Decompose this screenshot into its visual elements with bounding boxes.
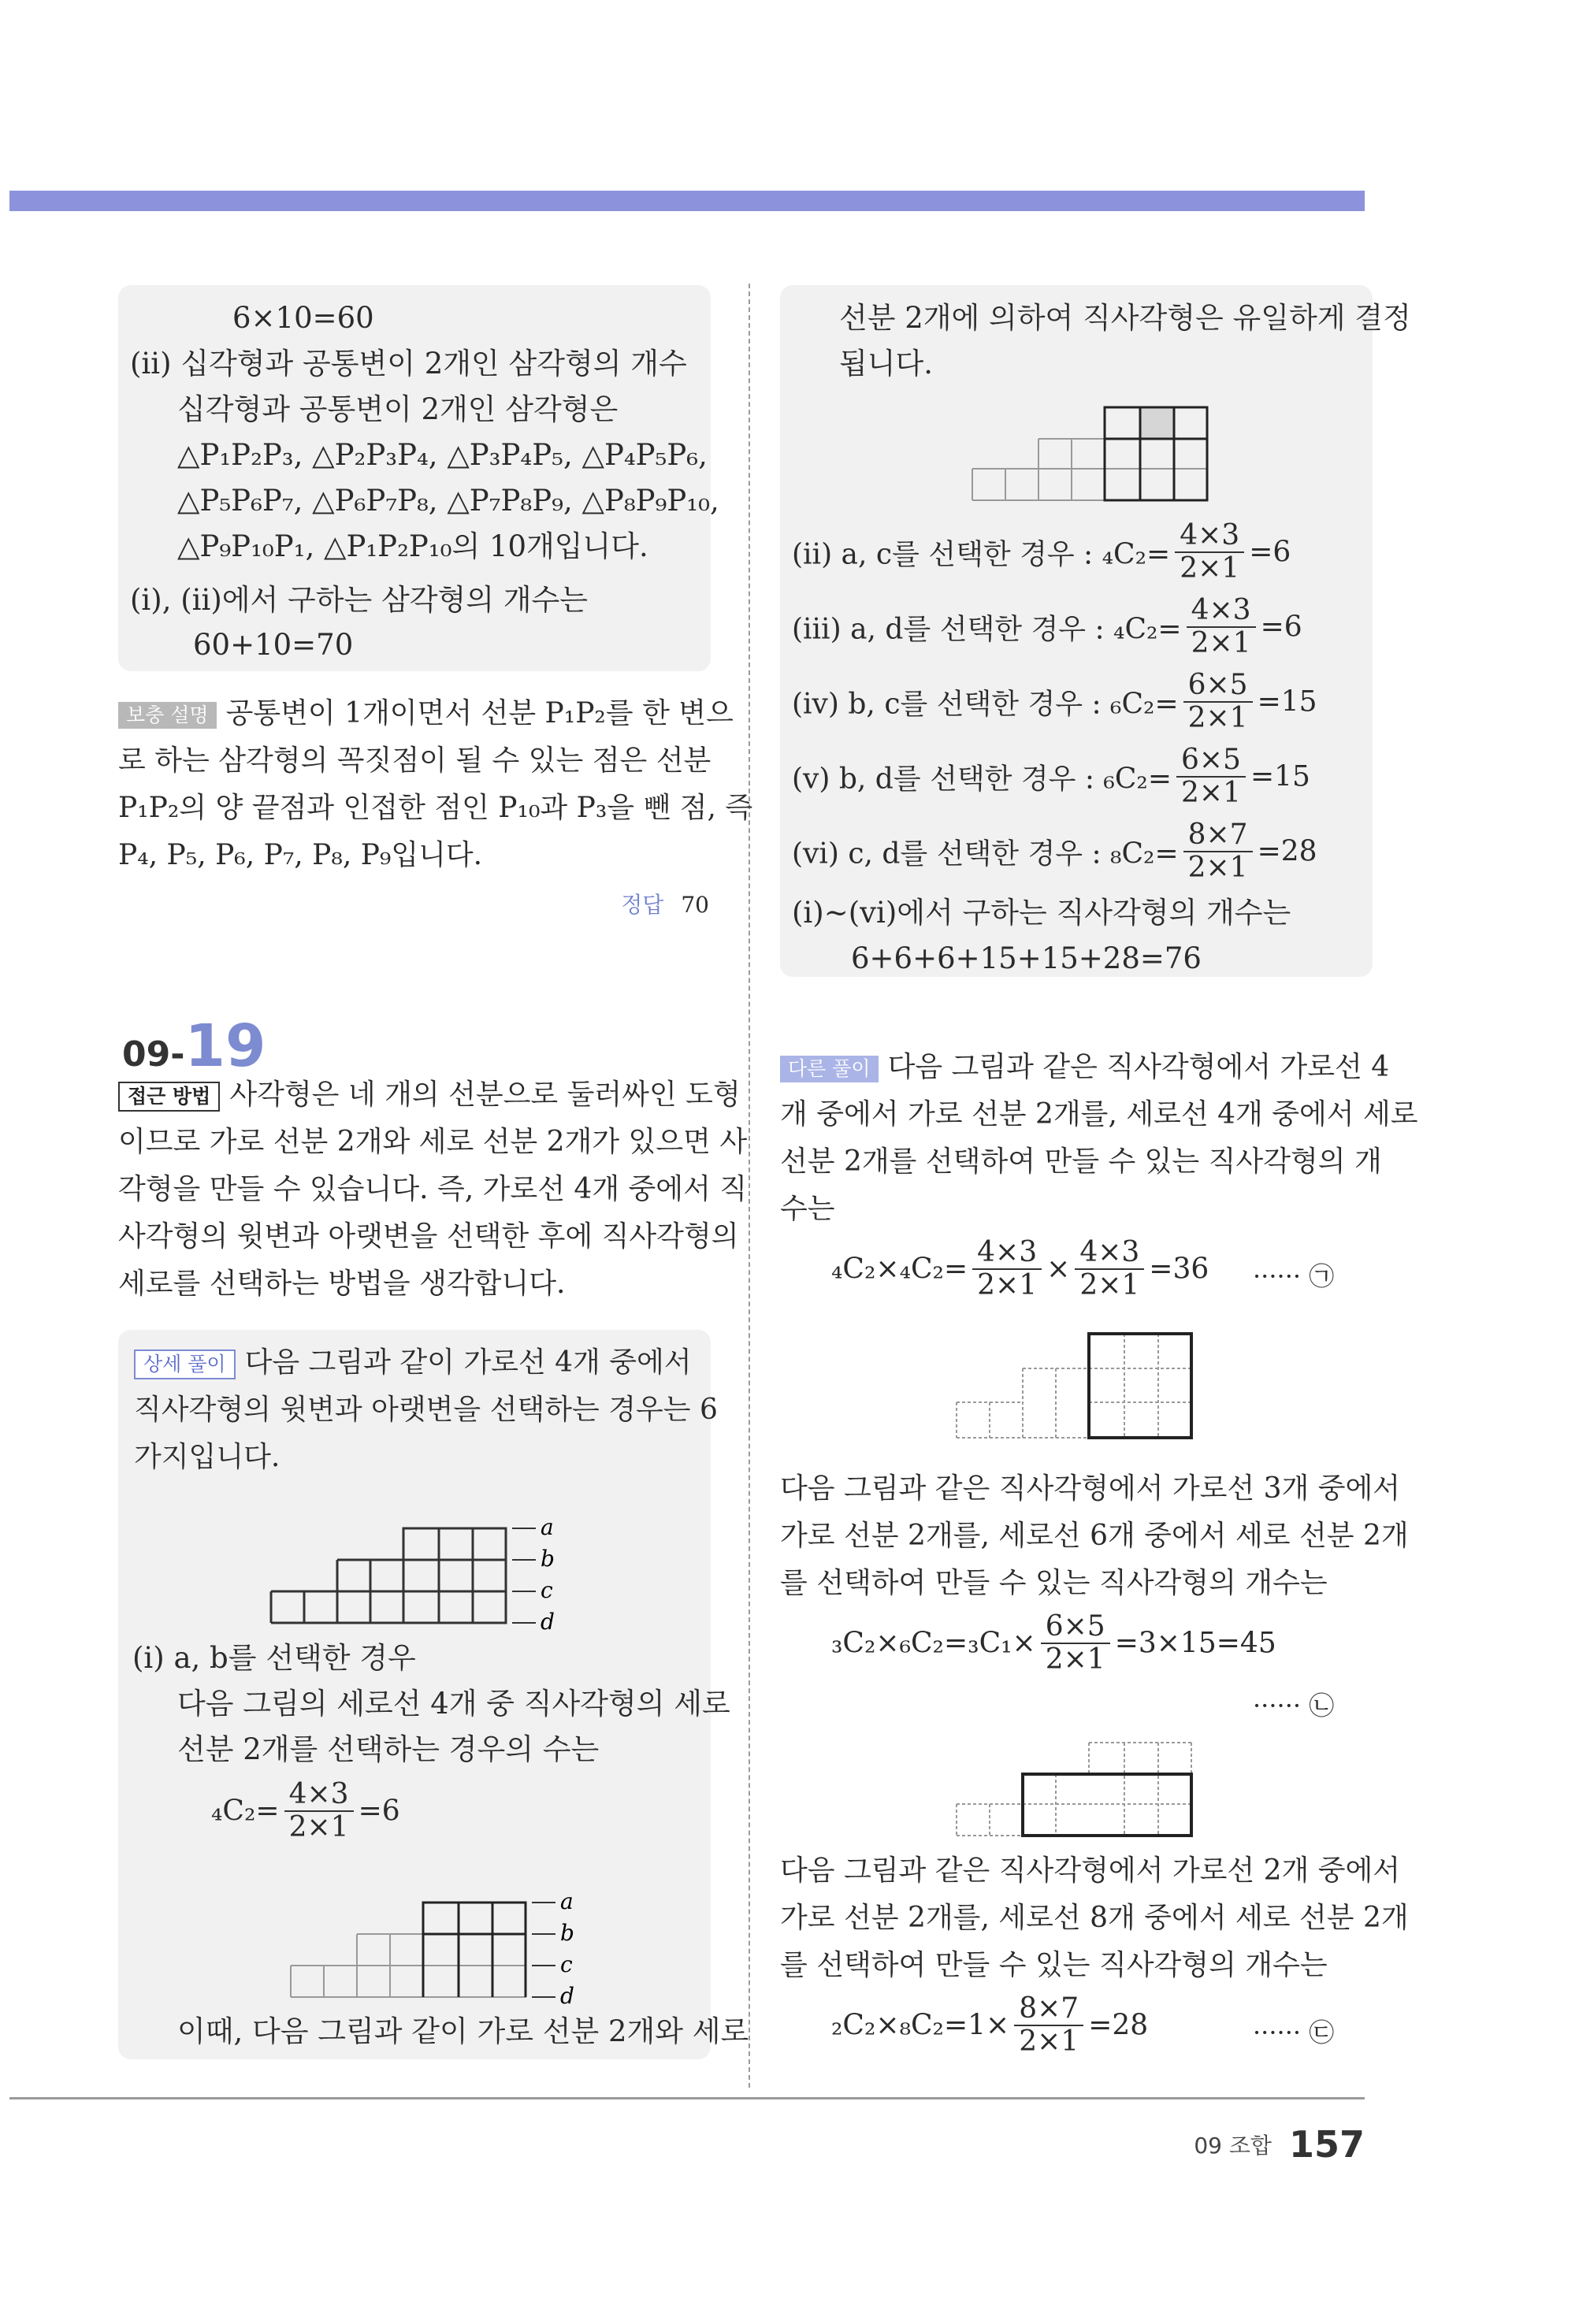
supplement-badge: 보충 설명 [118, 702, 217, 729]
detail-last-line: 이때, 다음 그림과 같이 가로 선분 2개와 세로 [177, 2014, 749, 2048]
approach-badge: 접근 방법 [118, 1082, 220, 1112]
alt-badge: 다른 풀이 [780, 1056, 879, 1082]
case1-title: (ⅰ) a, b를 선택한 경우 [132, 1641, 416, 1675]
case1-eq-num: 4×3 [284, 1779, 354, 1812]
case3-result: =6 [1260, 611, 1302, 644]
alt-eq3-num: 8×7 [1014, 1993, 1083, 2026]
fig1-label-a: a [541, 1514, 554, 1540]
case3-label: (ⅲ) a, d를 선택한 경우 : ₄C₂= [792, 613, 1182, 646]
problem-number [122, 1012, 266, 1080]
footer-chapter: 09 조합 [1194, 2133, 1272, 2159]
case4-den: 2×1 [1187, 702, 1248, 734]
right-box-line-1: 선분 2개에 의하여 직사각형은 유일하게 결정 [839, 301, 1411, 335]
fig2-label-b: b [560, 1920, 574, 1946]
alt-eq3-den: 2×1 [1019, 2025, 1079, 2058]
detail-line-2: 직사각형의 윗변과 아랫변을 선택하는 경우는 6 [134, 1394, 718, 1426]
alt-eq2-mark: ······ ㉡ [1253, 1691, 1335, 1721]
detail-line-3: 가지입니다. [134, 1441, 281, 1473]
sum-value: 6+6+6+15+15+28=76 [851, 941, 1202, 975]
alt-line-2: 개 중에서 가로 선분 2개를, 세로선 4개 중에서 세로 [780, 1098, 1418, 1130]
fig1-label-d: d [541, 1609, 555, 1635]
box-line-1: 6×10=60 [232, 301, 374, 335]
alt-line-3: 선분 2개를 선택하여 만들 수 있는 직사각형의 개 [780, 1145, 1382, 1178]
alt-eq2-left: ₃C₂×₆C₂=₃C₁× [831, 1627, 1036, 1660]
alt-eq1-left: ₄C₂×₄C₂= [831, 1253, 968, 1286]
alt-equation-1 [831, 1237, 1209, 1301]
alt-eq1-den1: 2×1 [977, 1269, 1038, 1301]
alt-line-4: 수는 [780, 1193, 835, 1225]
box-line-5: △P₅P₆P₇, △P₆P₇P₈, △P₇P₈P₉, △P₈P₉P₁₀, [177, 484, 719, 518]
supplement-block [118, 690, 753, 879]
page-footer [1194, 2123, 1365, 2166]
alt-eq3-right: =28 [1088, 2009, 1149, 2042]
case1-equation [211, 1779, 400, 1843]
fig2-label-c: c [560, 1951, 573, 1977]
alt-figure-2 [953, 1733, 1206, 1843]
case6-label: (ⅵ) c, d를 선택한 경우 : ₈C₂= [792, 837, 1179, 871]
alt2-line-1: 다음 그림과 같은 직사각형에서 가로선 3개 중에서 [780, 1472, 1401, 1505]
alt-figure-1 [953, 1327, 1206, 1453]
alt-block-2 [780, 1465, 1409, 1607]
box-line-8: 60+10=70 [193, 628, 354, 662]
supplement-line-1: 공통변이 1개이면서 선분 P₁P₂를 한 변으 [225, 697, 734, 729]
alt2-line-2: 가로 선분 2개를, 세로선 6개 중에서 세로 선분 2개 [780, 1520, 1409, 1552]
case5-label: (ⅴ) b, d를 선택한 경우 : ₆C₂= [792, 763, 1172, 796]
alt-intro [780, 1044, 1418, 1233]
bottom-rule [9, 2097, 1365, 2099]
fig1-label-b: b [541, 1546, 555, 1572]
case1-line-1: 다음 그림의 세로선 4개 중 직사각형의 세로 [177, 1687, 730, 1721]
supplement-line-2: 로 하는 삼각형의 꼭짓점이 될 수 있는 점은 선분 [118, 744, 711, 777]
case4-label: (ⅳ) b, c를 선택한 경우 : ₆C₂= [792, 688, 1179, 721]
case3-num: 4×3 [1187, 595, 1256, 628]
alt2-line-3: 를 선택하여 만들 수 있는 직사각형의 개수는 [780, 1567, 1328, 1599]
fig2-label-a: a [560, 1888, 574, 1914]
case5-row [792, 744, 1310, 809]
approach-line-3: 각형을 만들 수 있습니다. 즉, 가로선 4개 중에서 직 [118, 1173, 748, 1205]
box-line-6: △P₉P₁₀P₁, △P₁P₂P₁₀의 10개입니다. [177, 529, 648, 563]
box-line-4: △P₁P₂P₃, △P₂P₃P₄, △P₃P₄P₅, △P₄P₅P₆, [177, 438, 708, 472]
staircase-figure-2 [288, 1871, 587, 2009]
problem-number-value: 19 [184, 1012, 266, 1080]
footer-page-number: 157 [1288, 2123, 1365, 2166]
case1-eq-left: ₄C₂= [211, 1795, 280, 1828]
case3-den: 2×1 [1191, 627, 1251, 659]
answer-value: 70 [681, 892, 709, 918]
alt-eq2-num: 6×5 [1041, 1611, 1110, 1644]
case2-label: (ⅱ) a, c를 선택한 경우 : ₄C₂= [792, 538, 1171, 571]
detail-line-1: 다음 그림과 같이 가로선 4개 중에서 [244, 1346, 692, 1379]
case4-result: =15 [1257, 685, 1317, 718]
answer [621, 888, 709, 919]
staircase-figure-1 [268, 1497, 567, 1635]
alt-equation-2 [831, 1611, 1276, 1676]
alt3-line-2: 가로 선분 2개를, 세로선 8개 중에서 세로 선분 2개 [780, 1902, 1409, 1934]
case6-row [792, 819, 1317, 884]
alt-eq3-left: ₂C₂×₈C₂=1× [831, 2009, 1010, 2042]
staircase-figure-3 [969, 398, 1221, 508]
approach-line-2: 이므로 가로 선분 2개와 세로 선분 2개가 있으면 사 [118, 1126, 748, 1158]
case6-num: 8×7 [1183, 819, 1253, 852]
alt-eq1-num2: 4×3 [1075, 1237, 1144, 1270]
column-divider [749, 284, 750, 2088]
box-line-2: (ⅱ) 십각형과 공통변이 2개인 삼각형의 개수 [130, 347, 687, 381]
supplement-line-4: P₄, P₅, P₆, P₇, P₈, P₉입니다. [118, 839, 483, 871]
case1-eq-right: =6 [358, 1795, 400, 1828]
alt-eq3-mark: ······ ㉢ [1253, 2018, 1335, 2047]
case2-row [792, 520, 1291, 585]
alt-eq1-den2: 2×1 [1079, 1269, 1140, 1301]
case1-line-2: 선분 2개를 선택하는 경우의 수는 [177, 1732, 600, 1766]
alt-eq1-right: =36 [1149, 1253, 1209, 1286]
alt-equation-3 [831, 1993, 1148, 2058]
alt-eq1-mark: ······ ㉠ [1253, 1261, 1335, 1291]
alt-eq2-right: =3×15=45 [1114, 1627, 1276, 1660]
approach-line-1: 사각형은 네 개의 선분으로 둘러싸인 도형 [229, 1078, 741, 1111]
fig1-label-c: c [541, 1577, 553, 1603]
case2-den: 2×1 [1180, 552, 1240, 585]
detail-badge: 상세 풀이 [134, 1349, 236, 1379]
fig2-label-d: d [560, 1983, 574, 2009]
case4-row [792, 670, 1317, 734]
top-color-bar [9, 191, 1365, 211]
case5-num: 6×5 [1176, 744, 1246, 778]
answer-label: 정답 [621, 892, 664, 918]
box-line-7: (ⅰ), (ⅱ)에서 구하는 삼각형의 개수는 [130, 583, 588, 617]
alt-eq1-times: × [1046, 1253, 1071, 1286]
alt-eq1-num1: 4×3 [972, 1237, 1042, 1270]
case6-den: 2×1 [1187, 852, 1248, 884]
case2-num: 4×3 [1175, 520, 1244, 553]
alt3-line-1: 다음 그림과 같은 직사각형에서 가로선 2개 중에서 [780, 1854, 1401, 1887]
case1-eq-den: 2×1 [288, 1811, 349, 1843]
approach-block [118, 1071, 748, 1308]
supplement-line-3: P₁P₂의 양 끝점과 인접한 점인 P₁₀과 P₃을 뺀 점, 즉 [118, 792, 753, 824]
sum-line: (ⅰ)~(ⅵ)에서 구하는 직사각형의 개수는 [792, 896, 1291, 930]
case3-row [792, 595, 1302, 659]
case5-result: =15 [1250, 760, 1310, 793]
detail-intro [134, 1339, 718, 1481]
problem-prefix: 09- [122, 1034, 185, 1075]
case5-den: 2×1 [1180, 777, 1241, 809]
approach-line-5: 세로를 선택하는 방법을 생각합니다. [118, 1268, 566, 1300]
case6-result: =28 [1257, 835, 1317, 868]
alt-block-3 [780, 1847, 1409, 1989]
box-line-3: 십각형과 공통변이 2개인 삼각형은 [177, 392, 619, 426]
alt-line-1: 다음 그림과 같은 직사각형에서 가로선 4 [887, 1051, 1390, 1083]
right-box-line-2: 됩니다. [839, 347, 933, 381]
case4-num: 6×5 [1183, 670, 1253, 703]
alt-eq2-den: 2×1 [1045, 1643, 1105, 1676]
case2-result: =6 [1249, 536, 1291, 569]
alt3-line-3: 를 선택하여 만들 수 있는 직사각형의 개수는 [780, 1949, 1328, 1981]
approach-line-4: 사각형의 윗변과 아랫변을 선택한 후에 직사각형의 [118, 1220, 739, 1253]
